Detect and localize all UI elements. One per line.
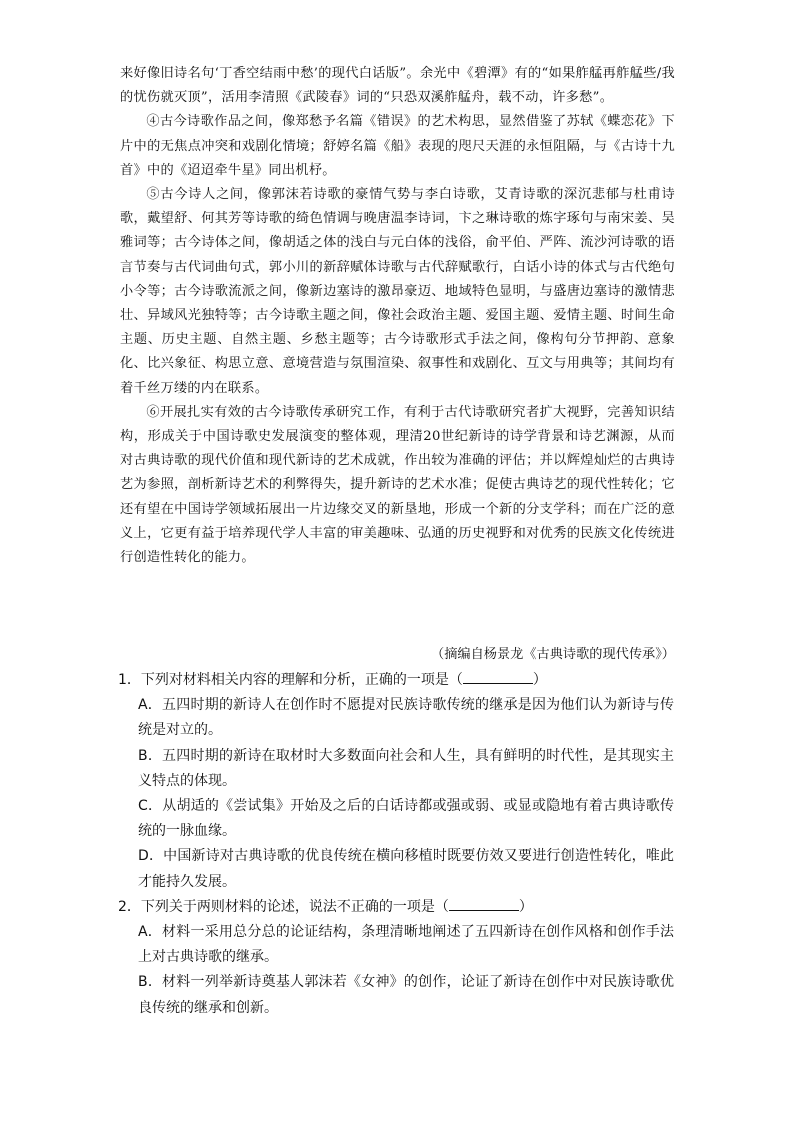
option-b[interactable]: B．材料一列举新诗奠基人郭沫若《女神》的创作，论证了新诗在创作中对民族诗歌优良传统的继承和创新。: [138, 974, 674, 1016]
question-stem-close: ）: [532, 672, 547, 688]
option-b[interactable]: B．五四时期的新诗在取材时大多数面向社会和人生，具有鲜明的时代性，是其现实主义特点的体现。: [138, 747, 674, 789]
question-stem: [118, 895, 674, 920]
source-citation: （摘编自杨景龙《古典诗歌的现代传承》）: [431, 647, 675, 662]
option-d[interactable]: D．中国新诗对古典诗歌的优良传统在横向移植时既要仿效又要进行创造性转化，唯此才能持久发展。: [138, 848, 674, 890]
question-list: [118, 668, 674, 1021]
option-a[interactable]: A．五四时期的新诗人在创作时不愿提对民族诗歌传统的继承是因为他们认为新诗与传统是对立的。: [138, 697, 674, 739]
question-stem: [118, 668, 674, 693]
option-c[interactable]: C．从胡适的《尝试集》开始及之后的白话诗都或强或弱、或显或隐地有着古典诗歌传统的一脉血缘。: [138, 798, 674, 840]
paragraph-4: ④古今诗歌作品之间，像郑愁予名篇《错误》的艺术构思，显然借鉴了苏轼《蝶恋花》下片中的无焦点冲突和戏剧化情境；舒婷名篇《船》表现的咫尺天涯的永恒阻隔，与《古诗十九首》中的《迢迢牵牛星》同出机杼。: [120, 114, 675, 178]
answer-blank[interactable]: [463, 669, 533, 684]
question-2: [118, 895, 674, 1021]
paragraph-continued: 来好像旧诗名句‘丁香空结雨中愁’的现代白话版”。余光中《碧潭》有的“如果舴艋再舴艋些/我的忧伤就灭顶”，活用李清照《武陵春》词的“只恐双溪舴艋舟，载不动，许多愁”。: [120, 66, 675, 106]
question-1: [118, 668, 674, 895]
reading-passage: [120, 62, 675, 570]
question-stem-close: ）: [518, 898, 533, 915]
option-a[interactable]: A．材料一采用总分总的论证结构，条理清晰地阐述了五四新诗在创作风格和创作手法上对古典诗歌的继承。: [138, 924, 674, 966]
paragraph-5: ⑤古今诗人之间，像郭沫若诗歌的豪情气势与李白诗歌，艾青诗歌的深沉悲郁与杜甫诗歌，戴望舒、何其芳等诗歌的绮色情调与晚唐温李诗词，卞之琳诗歌的炼字琢句与南宋姜、吴雅词等；古今诗体之间，像胡适之体的浅白与元白体的浅俗，俞平伯、严阵、流沙河诗歌的语言节奏与古代词曲句式，郭小川的新辞赋体诗歌与古代辞赋歌行，白话小诗的体式与古代绝句小令等；古今诗歌流派之间，像新边塞诗的激昂豪迈、地域特色显明，与盛唐边塞诗的激情悲壮、异域风光独特等；古今诗歌主题之间，像社会政治主题、爱国主题、爱情主题、时间生命主题、历史主题、自然主题、乡愁主题等；古今诗歌形式手法之间，像构句分节押韵、意象化、比兴象征、构思立意、意境营造与氛围渲染、叙事性和戏剧化、互文与用典等；其间均有着千丝万缕的内在联系。: [120, 187, 675, 396]
question-stem-text: 1．下列对材料相关内容的理解和分析，正确的一项是（: [118, 672, 463, 688]
paragraph-6: ⑥开展扎实有效的古今诗歌传承研究工作，有利于古代诗歌研究者扩大视野，完善知识结构，形成关于中国诗歌史发展演变的整体观，理清20世纪新诗的诗学背景和诗艺渊源，从而对古典诗歌的现代价值和现代新诗的艺术成就，作出较为准确的评估；并以辉煌灿烂的古典诗艺为参照，剖析新诗艺术的利弊得失，提升新诗的艺术水准；促使古典诗艺的现代性转化；它还有望在中国诗学领域拓展出一片边缘交叉的新垦地，形成一个新的分支学科；而在广泛的意义上，它更有益于培养现代学人丰富的审美趣味、弘通的历史视野和对优秀的民族文化传统进行创造性转化的能力。: [120, 404, 675, 566]
answer-blank[interactable]: [449, 896, 519, 911]
question-stem-text: 2．下列关于两则材料的论述，说法不正确的一项是（: [118, 898, 449, 915]
